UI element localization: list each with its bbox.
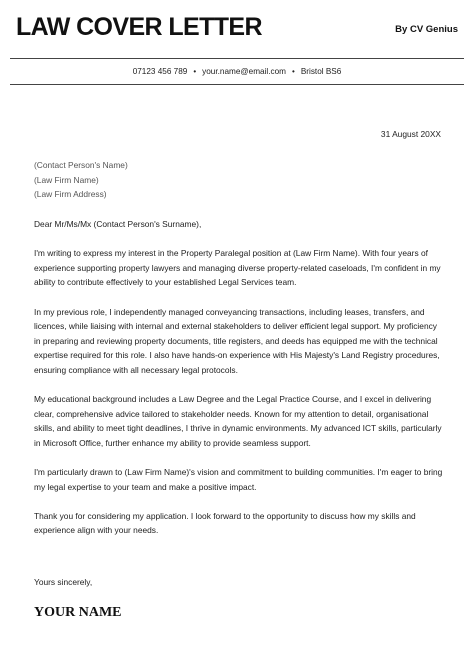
body-paragraph: In my previous role, I independently managed conveyancing transactions, including leases, transfers, and licences, while liaising with internal and external stakeholders to deliver efficient legal support. My proficiency in preparing and reviewing property documents, title registers, and deeds has equipped me with the technical expertise required for this role. I also have hands-on experience with His Majesty's Land Registry procedures, ensuring compliance with all necessary legal protocols. (34, 306, 440, 375)
letter-date: 31 August 20XX (380, 129, 441, 139)
signature-name: YOUR NAME (34, 605, 122, 620)
contact-bar (10, 59, 464, 84)
recipient-name: (Contact Person's Name) (34, 160, 128, 170)
bullet-separator: • (193, 67, 197, 76)
recipient-block (34, 158, 128, 202)
body-paragraph: My educational background includes a Law Degree and the Legal Practice Course, and I excel in delivering clear, comprehensive advice tailored to stakeholder needs. Known for my attention to detail, organisational skills, and ability to meet tight deadlines, I thrive in dynamic environments. My advanced ICT skills, particularly in Microsoft Office, further enhance my ability to provide seamless support. (34, 394, 442, 448)
bullet-separator: • (292, 67, 295, 76)
contact-phone: 07123 456 789 (132, 67, 188, 76)
greeting: Dear Mr/Ms/Mx (Contact Person's Surname), (34, 219, 202, 229)
body-paragraph: Thank you for considering my application. I look forward to the opportunity to discuss how my skills and experience align with your needs. (34, 510, 416, 536)
contact-email: your.name@email.com (202, 67, 286, 76)
letter-header (0, 0, 474, 58)
recipient-firm: (Law Firm Name) (34, 174, 99, 185)
contact-location: Bristol BS6 (300, 67, 342, 76)
body-paragraph: I'm writing to express my interest in the Property Paralegal position at (Law Firm Name). With four years of experience supporting property lawyers and managing diverse property-related caseloads, I'm confident in my ability to contribute effectively to your established Legal Services team. (34, 248, 441, 288)
header-divider-bottom (10, 84, 464, 85)
brand-credit: By CV Genius (395, 24, 458, 35)
letter-body (34, 217, 444, 553)
recipient-address: (Law Firm Address) (34, 189, 107, 199)
signoff: Yours sincerely, (34, 577, 93, 587)
document-title: LAW COVER LETTER (16, 13, 262, 41)
body-paragraph: I'm particularly drawn to (Law Firm Name)'s vision and commitment to building communities. I'm eager to bring my legal expertise to your team and make a positive impact. (34, 467, 443, 492)
